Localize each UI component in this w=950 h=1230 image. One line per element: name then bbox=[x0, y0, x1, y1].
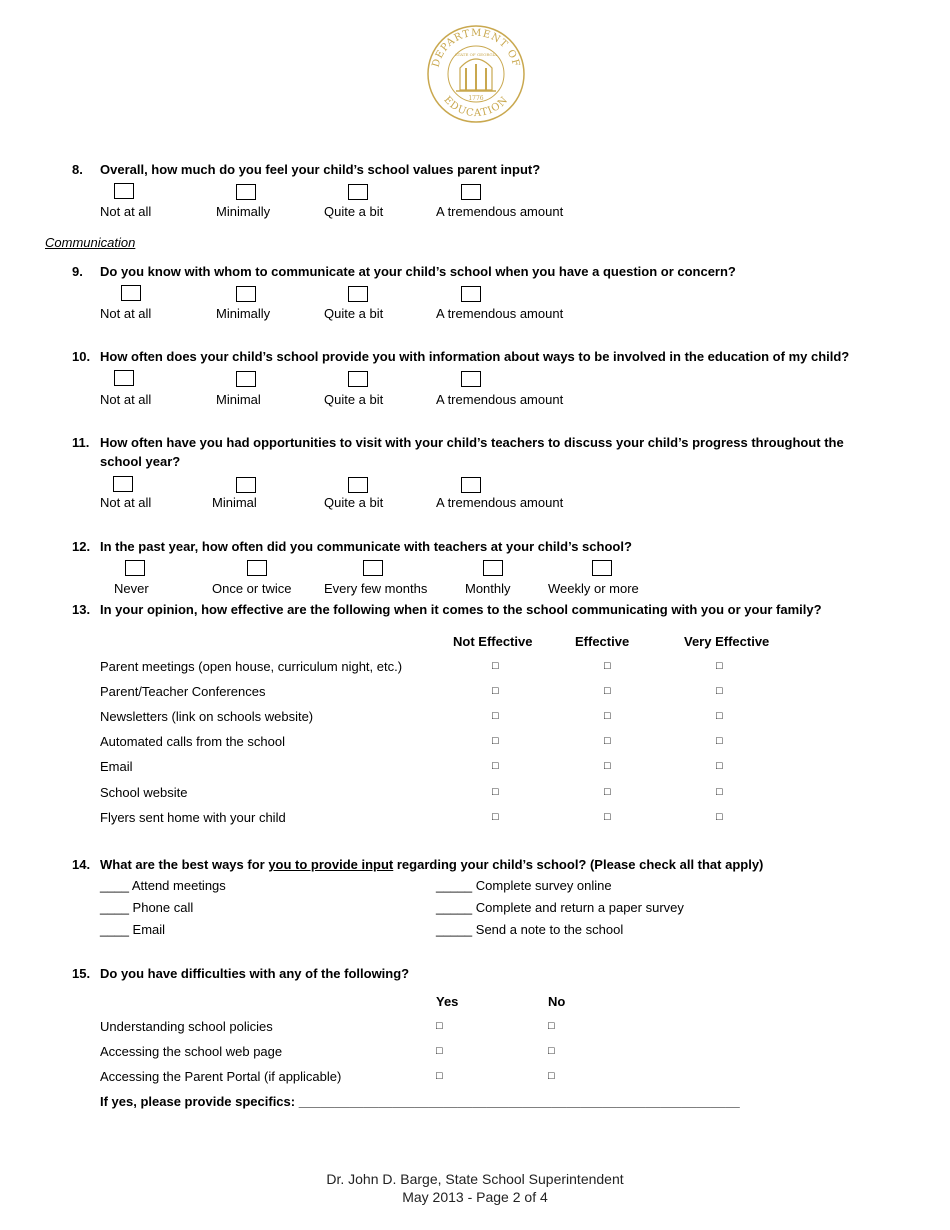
option-label: Every few months bbox=[324, 581, 428, 596]
column-header-not-effective: Not Effective bbox=[453, 634, 533, 649]
option-label: Weekly or more bbox=[548, 581, 639, 596]
question-text-line-2: school year? bbox=[100, 454, 181, 469]
option-checkbox[interactable] bbox=[114, 370, 134, 386]
checkbox-glyph[interactable]: □ bbox=[604, 685, 611, 697]
svg-text:DEPARTMENT OF bbox=[431, 28, 522, 69]
checkbox-glyph[interactable]: □ bbox=[716, 786, 723, 798]
option-checkbox[interactable] bbox=[236, 371, 256, 387]
option-checkbox[interactable] bbox=[461, 184, 481, 200]
checkbox-glyph[interactable]: □ bbox=[548, 1045, 555, 1057]
checkbox-glyph[interactable]: □ bbox=[548, 1070, 555, 1082]
checkbox-glyph[interactable]: □ bbox=[492, 710, 499, 722]
option-label: Send a note to the school bbox=[475, 922, 624, 937]
footer-superintendent: Dr. John D. Barge, State School Superintendent bbox=[326, 1171, 624, 1187]
checkbox-glyph[interactable]: □ bbox=[548, 1020, 555, 1032]
option-label: Quite a bit bbox=[324, 495, 384, 510]
fill-blank: ____ bbox=[100, 922, 129, 937]
option-label: Minimally bbox=[216, 306, 271, 321]
table-row-label: Newsletters (link on schools website) bbox=[100, 709, 314, 724]
fill-blank-option[interactable] bbox=[100, 900, 193, 915]
option-checkbox[interactable] bbox=[348, 286, 368, 302]
fill-blank: _____ bbox=[436, 922, 473, 937]
checkbox-glyph[interactable]: □ bbox=[436, 1070, 443, 1082]
option-label: A tremendous amount bbox=[436, 306, 564, 321]
department-of-education-seal bbox=[424, 24, 528, 124]
question-text-part: What are the best ways for bbox=[100, 857, 269, 872]
option-checkbox[interactable] bbox=[461, 477, 481, 493]
question-text bbox=[100, 857, 763, 872]
fill-blank-option[interactable] bbox=[436, 900, 684, 915]
question-number: 8. bbox=[72, 162, 83, 177]
question-number: 14. bbox=[72, 857, 91, 872]
option-checkbox[interactable] bbox=[461, 286, 481, 302]
option-checkbox[interactable] bbox=[247, 560, 267, 576]
fill-blank-option[interactable] bbox=[100, 922, 165, 937]
question-number: 10. bbox=[72, 349, 91, 364]
checkbox-glyph[interactable]: □ bbox=[716, 710, 723, 722]
option-label: A tremendous amount bbox=[436, 204, 564, 219]
question-text: Overall, how much do you feel your child’s school values parent input? bbox=[100, 162, 541, 177]
option-label: Minimally bbox=[216, 204, 271, 219]
seal-inner-text: STATE OF GEORGIA bbox=[454, 52, 498, 57]
checkbox-glyph[interactable]: □ bbox=[604, 760, 611, 772]
table-row-label: Parent/Teacher Conferences bbox=[100, 684, 266, 699]
option-checkbox[interactable] bbox=[125, 560, 145, 576]
question-number: 13. bbox=[72, 602, 91, 617]
option-label: Never bbox=[114, 581, 149, 596]
option-label: Not at all bbox=[100, 306, 152, 321]
checkbox-glyph[interactable]: □ bbox=[604, 660, 611, 672]
option-checkbox[interactable] bbox=[121, 285, 141, 301]
question-text: In your opinion, how effective are the following when it comes to the school communicating with you or your family? bbox=[100, 602, 822, 617]
table-row-label: Email bbox=[100, 759, 133, 774]
table-row-label: Understanding school policies bbox=[100, 1019, 273, 1034]
question-number: 9. bbox=[72, 264, 83, 279]
question-text: How often does your child’s school provide you with information about ways to be involved in the education of my child? bbox=[100, 349, 850, 364]
checkbox-glyph[interactable]: □ bbox=[716, 760, 723, 772]
checkbox-glyph[interactable]: □ bbox=[436, 1020, 443, 1032]
question-text: In the past year, how often did you communicate with teachers at your child’s school? bbox=[100, 539, 632, 554]
checkbox-glyph[interactable]: □ bbox=[604, 710, 611, 722]
specifics-label: If yes, please provide specifics: bbox=[100, 1094, 296, 1109]
checkbox-glyph[interactable]: □ bbox=[492, 786, 499, 798]
fill-blank-option[interactable] bbox=[436, 878, 612, 893]
checkbox-glyph[interactable]: □ bbox=[492, 735, 499, 747]
checkbox-glyph[interactable]: □ bbox=[716, 660, 723, 672]
option-label: Complete survey online bbox=[475, 878, 612, 893]
option-checkbox[interactable] bbox=[348, 184, 368, 200]
option-label: Minimal bbox=[216, 392, 261, 407]
option-checkbox[interactable] bbox=[461, 371, 481, 387]
option-label: Not at all bbox=[100, 392, 152, 407]
option-checkbox[interactable] bbox=[113, 476, 133, 492]
option-label: Not at all bbox=[100, 495, 152, 510]
question-text-underlined: you to provide input bbox=[268, 857, 394, 872]
column-header-yes: Yes bbox=[436, 994, 459, 1009]
option-label: Once or twice bbox=[212, 581, 292, 596]
table-row-label: Automated calls from the school bbox=[100, 734, 285, 749]
option-label: Quite a bit bbox=[324, 204, 384, 219]
option-label: Email bbox=[132, 922, 166, 937]
checkbox-glyph[interactable]: □ bbox=[492, 760, 499, 772]
seal-year: 1776 bbox=[468, 95, 484, 102]
specifics-line: _____________________________________________________________ bbox=[298, 1094, 740, 1109]
column-header-very-effective: Very Effective bbox=[684, 634, 770, 649]
question-text-part: regarding your child’s school? (Please check all that apply) bbox=[393, 857, 764, 872]
option-checkbox[interactable] bbox=[348, 371, 368, 387]
column-header-effective: Effective bbox=[575, 634, 630, 649]
table-row-label: Parent meetings (open house, curriculum night, etc.) bbox=[100, 659, 403, 674]
option-checkbox[interactable] bbox=[114, 183, 134, 199]
option-label: A tremendous amount bbox=[436, 392, 564, 407]
question-number: 11. bbox=[72, 435, 90, 450]
option-checkbox[interactable] bbox=[592, 560, 612, 576]
option-label: Quite a bit bbox=[324, 306, 384, 321]
section-heading: Communication bbox=[45, 235, 136, 250]
fill-blank: _____ bbox=[436, 900, 473, 915]
table-row-label: School website bbox=[100, 785, 188, 800]
option-checkbox[interactable] bbox=[236, 184, 256, 200]
checkbox-glyph[interactable]: □ bbox=[604, 735, 611, 747]
question-text: Do you know with whom to communicate at your child’s school when you have a question or concern? bbox=[100, 264, 736, 279]
option-checkbox[interactable] bbox=[483, 560, 503, 576]
checkbox-glyph[interactable]: □ bbox=[436, 1045, 443, 1057]
specifics-field[interactable] bbox=[100, 1094, 740, 1109]
checkbox-glyph[interactable]: □ bbox=[604, 786, 611, 798]
question-text-line-1: How often have you had opportunities to visit with your child’s teachers to discuss your child’s progress throughout the bbox=[100, 435, 844, 450]
question-number: 12. bbox=[72, 539, 91, 554]
option-checkbox[interactable] bbox=[236, 286, 256, 302]
option-checkbox[interactable] bbox=[363, 560, 383, 576]
checkbox-glyph[interactable]: □ bbox=[492, 660, 499, 672]
fill-blank: ____ bbox=[100, 878, 129, 893]
option-label: Minimal bbox=[212, 495, 257, 510]
checkbox-glyph[interactable]: □ bbox=[716, 811, 723, 823]
option-label: A tremendous amount bbox=[436, 495, 564, 510]
footer-page: May 2013 - Page 2 of 4 bbox=[402, 1189, 548, 1205]
option-label: Phone call bbox=[132, 900, 194, 915]
option-checkbox[interactable] bbox=[236, 477, 256, 493]
fill-blank-option[interactable] bbox=[436, 922, 623, 937]
checkbox-glyph[interactable]: □ bbox=[716, 735, 723, 747]
column-header-no: No bbox=[548, 994, 566, 1009]
fill-blank: ____ bbox=[100, 900, 129, 915]
option-label: Attend meetings bbox=[131, 878, 226, 893]
table-row-label: Accessing the school web page bbox=[100, 1044, 283, 1059]
checkbox-glyph[interactable]: □ bbox=[492, 685, 499, 697]
option-checkbox[interactable] bbox=[348, 477, 368, 493]
table-row-label: Accessing the Parent Portal (if applicable) bbox=[100, 1069, 342, 1084]
question-number: 15. bbox=[72, 966, 91, 981]
question-text: Do you have difficulties with any of the following? bbox=[100, 966, 410, 981]
checkbox-glyph[interactable]: □ bbox=[492, 811, 499, 823]
fill-blank: _____ bbox=[436, 878, 473, 893]
fill-blank-option[interactable] bbox=[100, 878, 226, 893]
option-label: Not at all bbox=[100, 204, 152, 219]
seal-top-text: DEPARTMENT OF bbox=[430, 27, 522, 69]
checkbox-glyph[interactable]: □ bbox=[716, 685, 723, 697]
checkbox-glyph[interactable]: □ bbox=[604, 811, 611, 823]
option-label: Complete and return a paper survey bbox=[475, 900, 684, 915]
option-label: Quite a bit bbox=[324, 392, 384, 407]
seal-bottom-text: EDUCATION bbox=[441, 94, 511, 120]
table-row-label: Flyers sent home with your child bbox=[100, 810, 286, 825]
option-label: Monthly bbox=[465, 581, 511, 596]
